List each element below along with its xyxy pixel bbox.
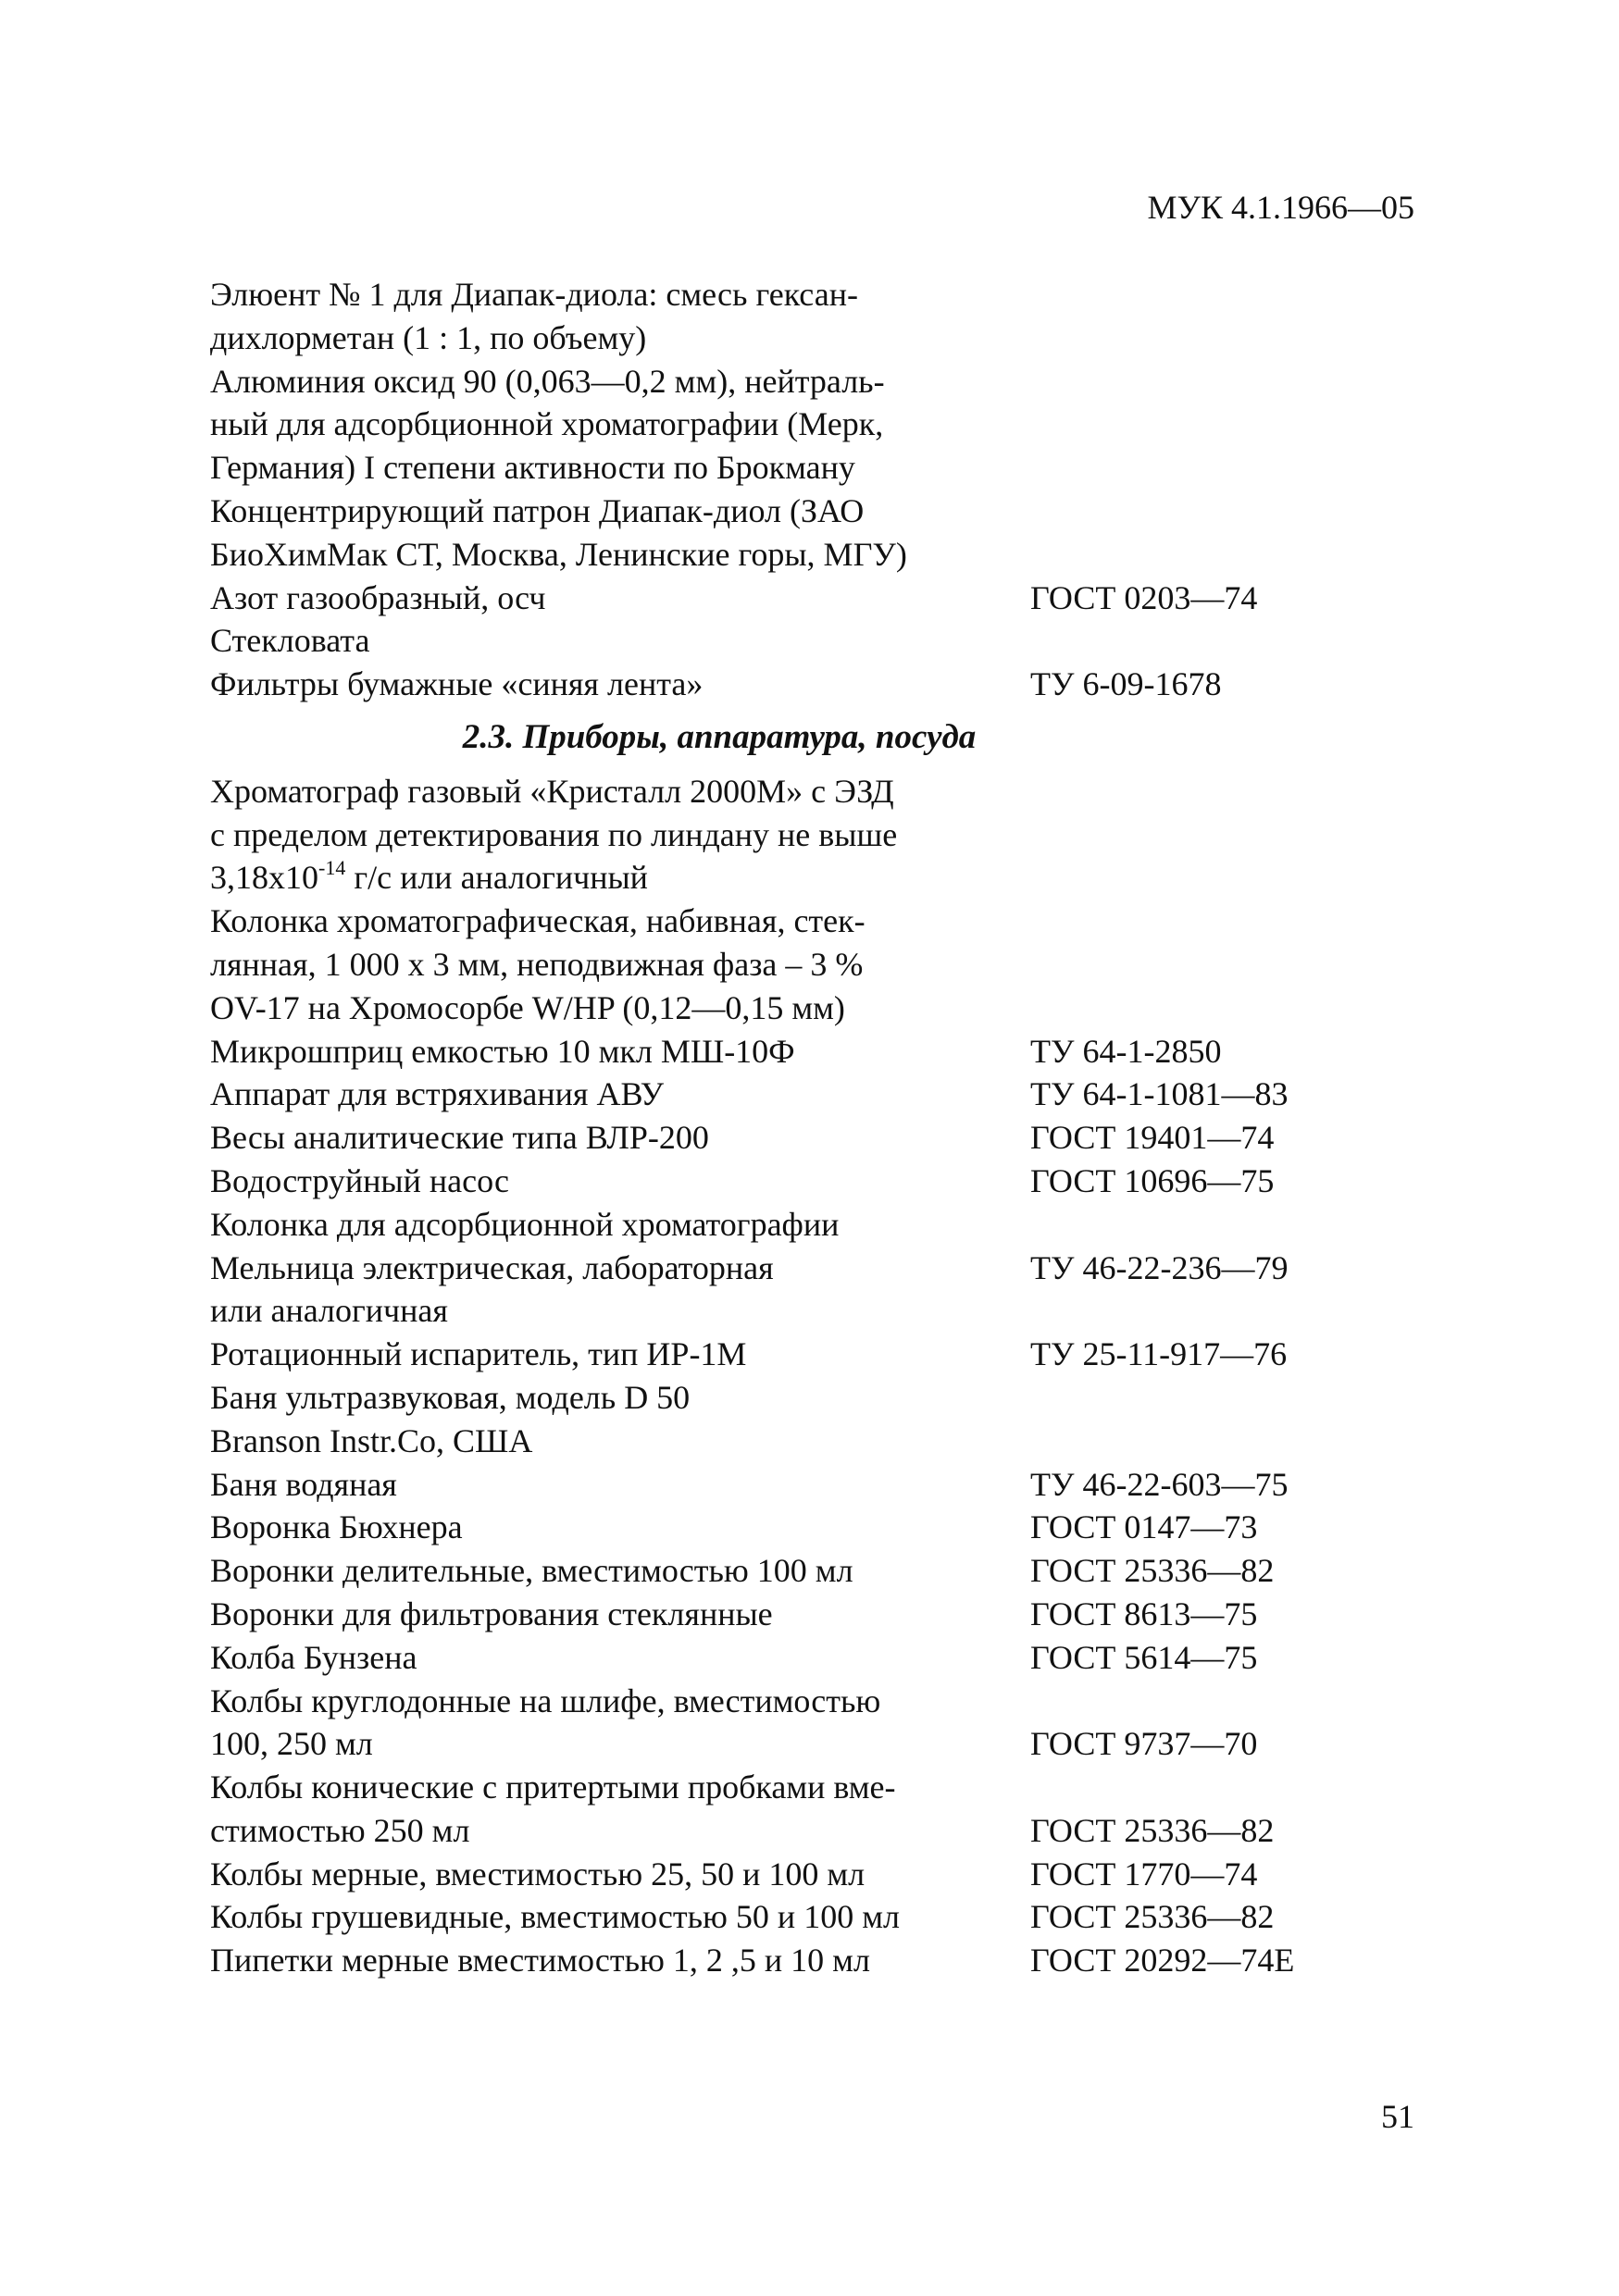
item-name [210,900,1030,1029]
item-standard: ГОСТ 25336—82 [1030,1552,1275,1590]
item-standard: ГОСТ 5614—75 [1030,1638,1258,1676]
list-item [210,619,1414,663]
list-item [210,1593,1414,1636]
reagents-list [210,273,1414,706]
item-standard: ТУ 46-22-236—79 [1030,1248,1289,1286]
item-name [210,1376,1030,1463]
item-line: Концентрирующий патрон Диапак-диол (ЗАО [210,491,865,529]
item-line: Воронки для фильтрования стеклянные [210,1595,773,1632]
item-name [210,273,1030,360]
item-line: Весы аналитические типа ВЛР-200 [210,1119,709,1157]
list-item [210,273,1414,360]
item-standard: ГОСТ 25336—82 [1030,1898,1275,1936]
item-standard: ТУ 64-1-2850 [1030,1032,1222,1070]
item-standard: ГОСТ 25336—82 [1030,1811,1275,1849]
item-line: с пределом детектирования по линдану не выше [210,815,898,853]
item-name [210,360,1030,490]
list-item [210,1376,1414,1463]
item-line [210,856,1030,900]
list-item [210,490,1414,577]
list-item [210,900,1414,1029]
item-line: Колонка хроматографическая, набивная, стек- [210,902,866,940]
list-item [210,1289,1414,1333]
item-standard: ТУ 64-1-1081—83 [1030,1075,1289,1113]
list-item [210,1636,1414,1680]
list-item [210,1680,1414,1767]
item-line: Пипетки мерные вместимостью 1, 2 ,5 и 10 мл [210,1942,870,1980]
list-item [210,577,1414,620]
item-line: Фильтры бумажные «синяя лента» [210,665,704,703]
item-name [210,490,1030,577]
item-line: стимостью 250 мл [210,1811,470,1849]
section-heading: 2.3. Приборы, аппаратура, посуда [462,717,977,756]
list-item [210,1463,1414,1507]
item-line: Баня водяная [210,1465,397,1503]
item-standard: ГОСТ 1770—74 [1030,1855,1258,1893]
item-line: Водоструйный насос [210,1161,509,1199]
item-standard: ГОСТ 8613—75 [1030,1595,1258,1632]
item-standard: ГОСТ 10696—75 [1030,1161,1275,1199]
item-name [210,770,1030,900]
list-item [210,1895,1414,1939]
item-name [210,1030,1030,1074]
formula-exponent: -14 [318,856,346,880]
list-item [210,1160,1414,1203]
item-line: Колбы круглодонные на шлифе, вместимостью [210,1682,881,1719]
item-line: дихлорметан (1 : 1, по объему) [210,318,647,356]
item-name [210,1593,1030,1636]
item-name [210,1766,1030,1853]
item-standard: ТУ 6-09-1678 [1030,665,1222,703]
list-item [210,1853,1414,1896]
page-number: 51 [1381,2098,1414,2135]
item-name [210,1549,1030,1593]
list-item [210,1939,1414,1982]
item-standard: ГОСТ 20292—74Е [1030,1942,1295,1980]
item-line: Колбы мерные, вместимостью 25, 50 и 100 мл [210,1855,866,1893]
item-line: Воронка Бюхнера [210,1508,463,1546]
item-name [210,619,1030,663]
list-item [210,1549,1414,1593]
page-content [210,273,1414,1982]
item-line: ный для адсорбционной хроматографии (Мерк, [210,405,884,443]
list-item [210,1506,1414,1549]
item-line: Стекловата [210,622,370,660]
item-name [210,1895,1030,1939]
item-line: Воронки делительные, вместимостью 100 мл [210,1552,853,1590]
item-line: Алюминия оксид 90 (0,063—0,2 мм), нейтраль- [210,362,885,400]
list-item [210,1030,1414,1074]
item-line: OV-17 на Хромосорбе W/HP (0,12—0,15 мм) [210,988,845,1026]
chromatograph-entry [210,770,1414,900]
item-name [210,1203,1030,1247]
item-line: Колба Бунзена [210,1638,417,1676]
item-line: БиоХимМак СТ, Москва, Ленинские горы, МГУ) [210,535,907,573]
formula-base: 3,18x10 [210,859,318,897]
item-line: Микрошприц емкостью 10 мкл МШ-10Ф [210,1032,795,1070]
item-line: или аналогичная [210,1292,448,1330]
item-name [210,1247,1030,1290]
item-line: Элюент № 1 для Диапак-диола: смесь гексан- [210,276,858,313]
item-standard: ГОСТ 0203—74 [1030,578,1258,616]
item-name [210,663,1030,706]
list-item [210,1333,1414,1376]
list-item [210,360,1414,490]
item-line: Аппарат для встряхивания АВУ [210,1075,665,1113]
item-standard: ГОСТ 0147—73 [1030,1508,1258,1546]
item-line: 100, 250 мл [210,1725,373,1763]
item-line: Германия) I степени активности по Брокману [210,449,855,487]
list-item [210,1203,1414,1247]
item-line: Branson Instr.Co, США [210,1421,533,1459]
item-name [210,1636,1030,1680]
list-item [210,1766,1414,1853]
item-line: Хроматограф газовый «Кристалл 2000М» с ЭЗД [210,772,894,810]
equipment-list [210,900,1414,1982]
item-standard: ГОСТ 19401—74 [1030,1119,1275,1157]
list-item [210,1247,1414,1290]
list-item [210,663,1414,706]
item-name [210,1680,1030,1767]
item-line: Мельница электрическая, лабораторная [210,1248,774,1286]
item-standard: ТУ 25-11-917—76 [1030,1335,1288,1373]
item-line: лянная, 1 000 х 3 мм, неподвижная фаза – 3 % [210,945,864,983]
item-name [210,1289,1030,1333]
item-name [210,1853,1030,1896]
item-name [210,1116,1030,1160]
item-name [210,1939,1030,1982]
item-name [210,1463,1030,1507]
item-name [210,577,1030,620]
item-line: Колбы грушевидные, вместимостью 50 и 100 мл [210,1898,900,1936]
item-line: Ротационный испаритель, тип ИР-1М [210,1335,747,1373]
item-line: Колбы конические с притертыми пробками вме- [210,1769,896,1806]
item-line: Колонка для адсорбционной хроматографии [210,1205,840,1243]
list-item [210,1073,1414,1116]
item-name [210,1073,1030,1116]
list-item [210,1116,1414,1160]
document-code: МУК 4.1.1966—05 [1147,189,1414,226]
item-name [210,1506,1030,1549]
item-standard: ТУ 46-22-603—75 [1030,1465,1289,1503]
item-line: Азот газообразный, осч [210,578,546,616]
formula-rest: г/с или аналогичный [345,859,648,897]
item-name [210,1333,1030,1376]
item-name [210,1160,1030,1203]
item-line: Баня ультразвуковая, модель D 50 [210,1378,691,1416]
item-standard: ГОСТ 9737—70 [1030,1725,1258,1763]
